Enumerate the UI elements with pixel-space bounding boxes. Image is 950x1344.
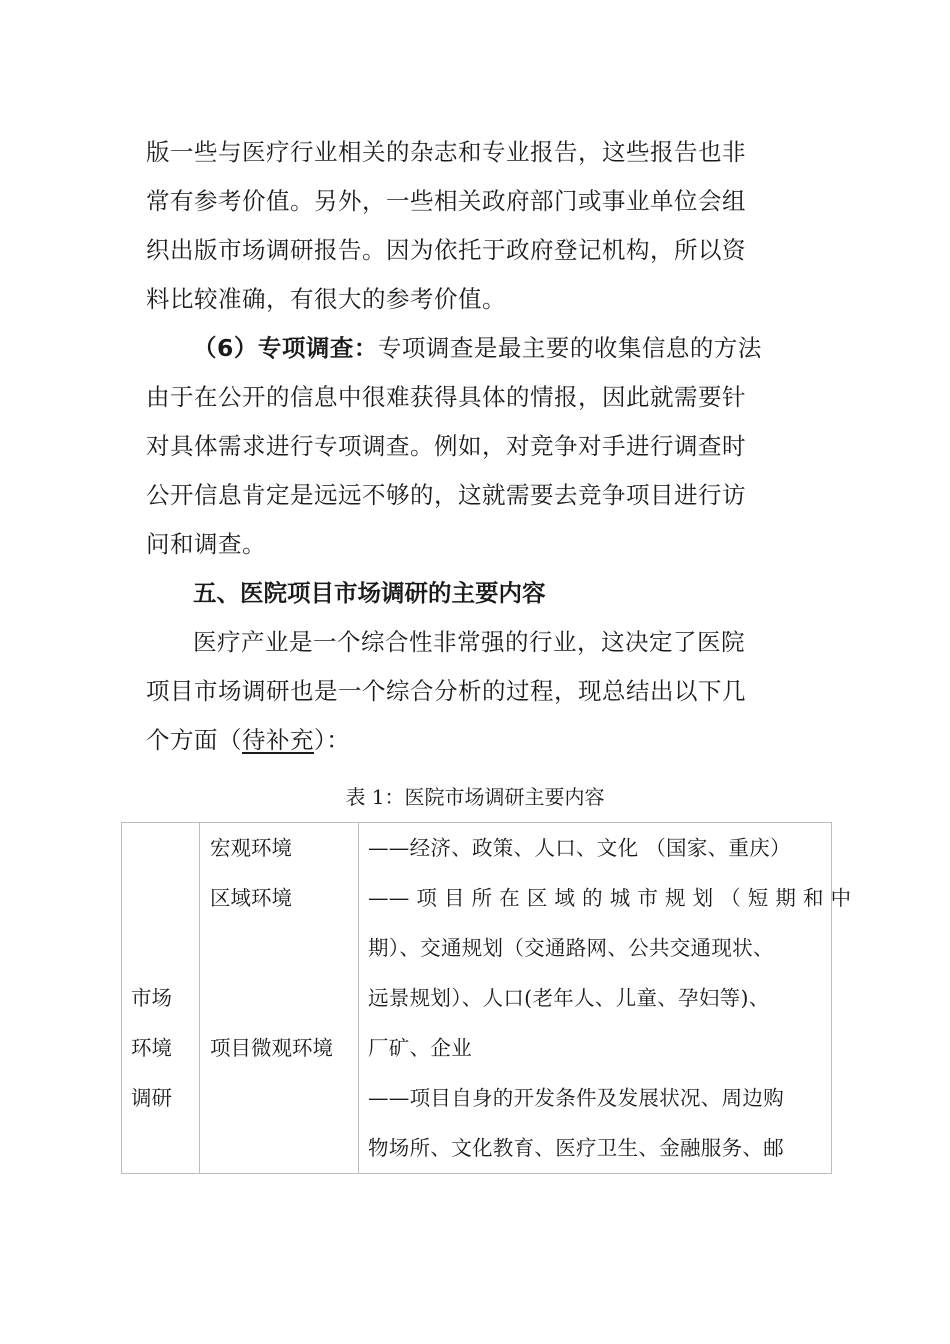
subcategory-cell bbox=[200, 823, 359, 1174]
placeholder-link[interactable]: 待补充 bbox=[242, 726, 314, 754]
paragraph-line bbox=[146, 324, 826, 373]
content-line: ——项目自身的开发条件及发展状况、周边购 bbox=[368, 1086, 784, 1110]
paragraph-text: 个方面（ bbox=[146, 726, 242, 754]
paragraph-line: 医疗产业是一个综合性非常强的行业，这决定了医院 bbox=[193, 628, 745, 656]
paragraph-line: 问和调查。 bbox=[146, 530, 266, 558]
subcategory-label: 区域环境 bbox=[210, 886, 292, 910]
paragraph-line: 版一些与医疗行业相关的杂志和专业报告，这些报告也非 bbox=[146, 138, 746, 166]
research-content-table bbox=[121, 822, 852, 1174]
category-line: 环境 bbox=[131, 1036, 172, 1060]
content-line: 远景规划）、人口(老年人、儿童、孕妇等)、 bbox=[368, 986, 770, 1010]
category-cell bbox=[122, 823, 200, 1174]
paragraph-line: 织出版市场调研报告。因为依托于政府登记机构，所以资 bbox=[146, 236, 746, 264]
content-line: —— 项 目 所 在 区 域 的 城 市 规 划 （ 短 期 和 中 bbox=[368, 886, 852, 910]
table-caption: 表 1：医院市场调研主要内容 bbox=[345, 785, 605, 809]
category-line: 市场 bbox=[131, 986, 172, 1010]
content-line: 物场所、文化教育、医疗卫生、金融服务、邮 bbox=[368, 1136, 784, 1160]
paragraph-line bbox=[146, 716, 826, 765]
section-lead: （6）专项调查： bbox=[193, 334, 378, 362]
paragraph-line: 常有参考价值。另外，一些相关政府部门或事业单位会组 bbox=[146, 187, 746, 215]
subcategory-label: 宏观环境 bbox=[210, 836, 292, 860]
paragraph-text: ）： bbox=[314, 726, 351, 754]
section-heading: 五、医院项目市场调研的主要内容 bbox=[193, 579, 546, 607]
content-line: 期）、交通规划（交通路网、公共交通现状、 bbox=[368, 936, 774, 960]
paragraph-line: 公开信息肯定是远远不够的，这就需要去竞争项目进行访 bbox=[146, 481, 746, 509]
table-row bbox=[122, 823, 832, 1174]
paragraph-line: 对具体需求进行专项调查。例如，对竞争对手进行调查时 bbox=[146, 432, 746, 460]
paragraph-line: 项目市场调研也是一个综合分析的过程，现总结出以下几 bbox=[146, 677, 746, 705]
paragraph-text: 专项调查是最主要的收集信息的方法 bbox=[377, 334, 762, 362]
content-line: 厂矿、企业 bbox=[368, 1036, 472, 1060]
paragraph-line: 由于在公开的信息中很难获得具体的情报，因此就需要针 bbox=[146, 383, 746, 411]
paragraph-line: 料比较准确，有很大的参考价值。 bbox=[146, 285, 506, 313]
content-cell bbox=[359, 823, 852, 1174]
subcategory-label: 项目微观环境 bbox=[210, 1036, 333, 1060]
content-line: ——经济、政策、人口、文化 （国家、重庆） bbox=[368, 836, 791, 860]
body-text bbox=[146, 128, 826, 765]
category-line: 调研 bbox=[131, 1086, 172, 1110]
